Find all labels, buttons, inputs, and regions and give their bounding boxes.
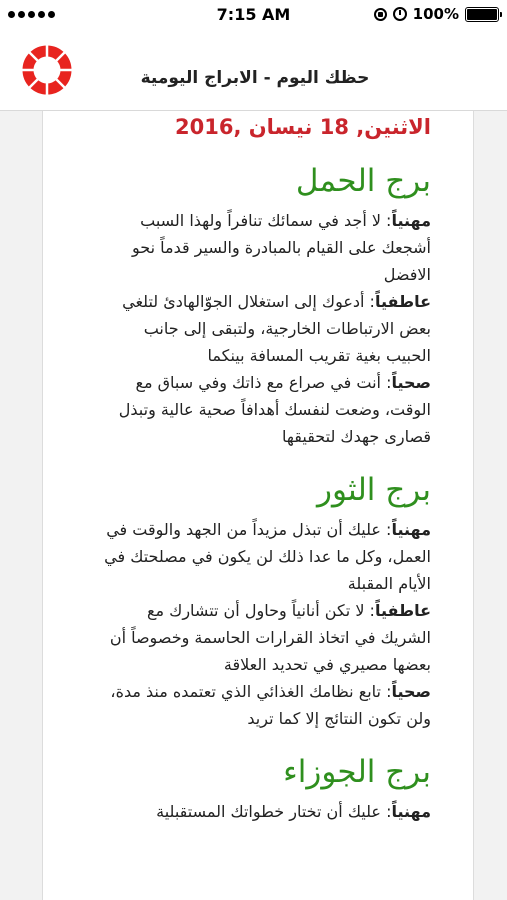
- horoscope-paragraph: [103, 369, 431, 450]
- date-label: الاثنين, 18 نيسان ,2016: [175, 115, 431, 139]
- horoscope-paragraph: [103, 516, 431, 597]
- category-label: عاطفياً: [374, 292, 431, 311]
- horoscope-paragraph: [103, 207, 431, 288]
- sign-section: [103, 470, 431, 732]
- rotation-lock-icon: [374, 8, 387, 21]
- category-text: : لا تكن أنانياً وحاول أن تتشارك مع الشريك في اتخاذ القرارات الحاسمة وخصوصاً أن بعضها مصيري في تحديد العلاقة: [109, 601, 431, 674]
- sign-section: [103, 752, 431, 825]
- category-label: مهنياً: [391, 802, 431, 821]
- sign-title: برج الثور: [317, 472, 431, 508]
- page-title: حظك اليوم - الابراج اليومية: [140, 68, 370, 88]
- category-label: صحياً: [391, 373, 431, 392]
- sign-section: [103, 161, 431, 450]
- app-header: [0, 30, 507, 111]
- horoscope-paragraph: [103, 597, 431, 678]
- category-text: : لا أجد في سمائك تنافراً ولهذا السبب أشجعك على القيام بالمبادرة والسير قدماً نحو الافضل: [131, 211, 431, 284]
- category-label: عاطفياً: [374, 601, 431, 620]
- category-label: صحياً: [391, 682, 431, 701]
- horoscope-paragraph: [103, 798, 431, 825]
- horoscope-paragraph: [103, 678, 431, 732]
- category-text: : أنت في صراع مع ذاتك وفي سباق مع الوقت، وضعت لنفسك أهدافاً صحية عالية وتبذل قصارى جهدك لتحقيقها: [118, 373, 431, 446]
- category-text: : تابع نظامك الغذائي الذي تعتمده منذ مدة، ولن تكون النتائج إلا كما تريد: [110, 682, 431, 728]
- horoscope-paragraph: [103, 288, 431, 369]
- status-right-group: [374, 5, 499, 23]
- alarm-icon: [393, 7, 407, 21]
- sign-title: برج الجوزاء: [283, 754, 431, 790]
- category-label: مهنياً: [391, 211, 431, 230]
- horoscope-content[interactable]: [42, 111, 474, 900]
- category-text: : أدعوك إلى استغلال الجوّالهادئ لتلغي بعض الارتباطات الخارجية، ولتبقى إلى جانب الحبيب بغية تقريب المسافة بينكما: [122, 292, 431, 365]
- signs-list: [103, 161, 431, 825]
- app-logo-icon[interactable]: [22, 45, 72, 95]
- status-time: 7:15 AM: [216, 5, 291, 24]
- category-text: : عليك أن تختار خطواتك المستقبلية: [156, 802, 392, 821]
- status-bar: [0, 0, 507, 30]
- category-text: : عليك أن تبذل مزيداً من الجهد والوقت في العمل، وكل ما عدا ذلك لن يكون في مصلحتك في الأيام المقبلة: [104, 520, 431, 593]
- battery-percent: 100%: [412, 5, 459, 23]
- sign-title: برج الحمل: [295, 163, 431, 199]
- battery-icon: [465, 7, 499, 22]
- category-label: مهنياً: [391, 520, 431, 539]
